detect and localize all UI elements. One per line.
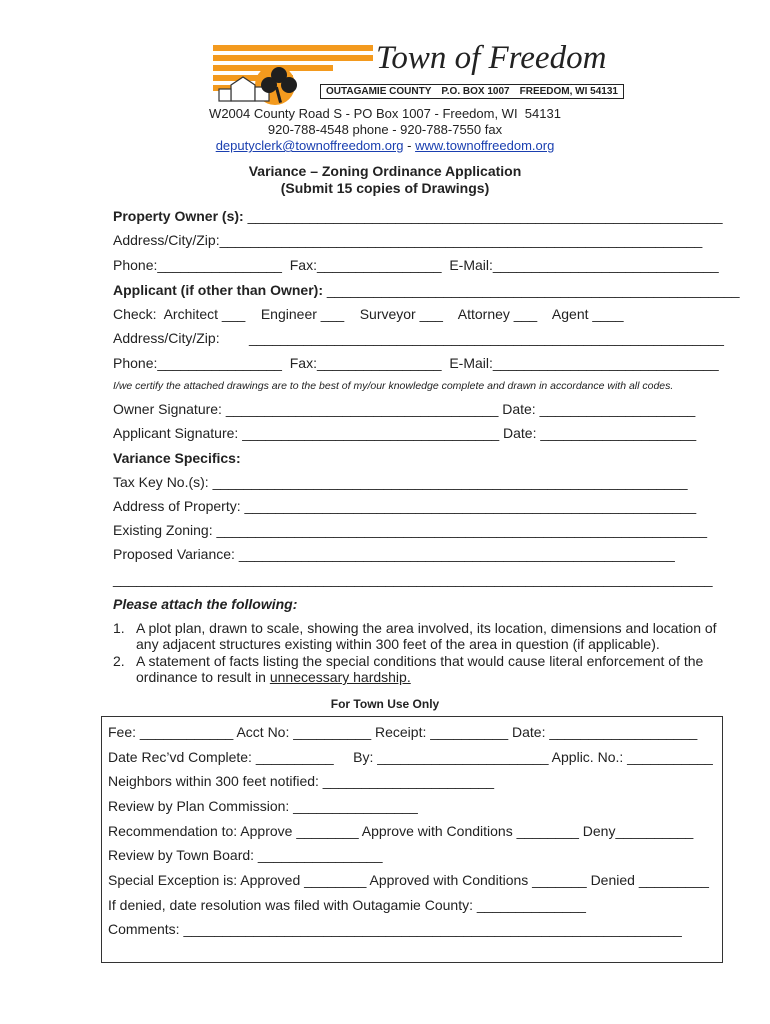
date-received-row[interactable]: Date Rec’vd Complete: __________ By: ______________________ Applic. No.: ___________: [108, 749, 713, 765]
contact-address: W2004 County Road S - PO Box 1007 - Freedom, WI 54131: [209, 106, 561, 121]
website-link[interactable]: www.townoffreedom.org: [415, 138, 555, 153]
email-link[interactable]: deputyclerk@townoffreedom.org: [215, 138, 404, 153]
owner-contact-fields[interactable]: Phone:________________ Fax:________________ E-Mail:_____________________________: [113, 257, 719, 273]
form-subtitle: (Submit 15 copies of Drawings): [280, 180, 490, 196]
fee-row[interactable]: Fee: ____________ Acct No: __________ Receipt: __________ Date: ___________________: [108, 724, 698, 740]
form-title: Variance – Zoning Ordinance Application: [248, 163, 522, 179]
unnecessary-hardship-text: unnecessary hardship.: [269, 669, 411, 685]
applicant-check-options[interactable]: Check: Architect ___ Engineer ___ Surveyor ___ Attorney ___ Agent ____: [113, 306, 624, 322]
applicant-label: Applicant (if other than Owner):: [113, 282, 327, 298]
certification-statement: I/we certify the attached drawings are to the best of my/our knowledge complete and drawn in accordance with all codes.: [113, 380, 674, 392]
town-use-heading: For Town Use Only: [330, 697, 440, 711]
attach-item-1-line2: any adjacent structures existing within 300 feet of the area in question (if applicable).: [136, 636, 660, 652]
denied-resolution-row[interactable]: If denied, date resolution was filed with Outagamie County: ______________: [108, 897, 586, 913]
attach-item-2-num: 2.: [113, 653, 125, 669]
logo-box: P.O. BOX 1007: [441, 86, 510, 97]
property-owner-row: [113, 208, 723, 224]
attach-item-1-num: 1.: [113, 620, 125, 636]
contact-links: [0, 138, 770, 153]
town-board-row[interactable]: Review by Town Board: ________________: [108, 847, 383, 863]
applicant-signature-field[interactable]: Applicant Signature: _________________________________ Date: ____________________: [113, 425, 697, 441]
applicant-field[interactable]: _____________________________________________________: [326, 282, 740, 298]
owner-address-field[interactable]: Address/City/Zip:______________________________________________________________: [113, 232, 703, 248]
applicant-row: [113, 282, 740, 298]
logo-city: FREEDOM, WI 54131: [519, 86, 618, 97]
proposed-variance-field[interactable]: Proposed Variance: ________________________________________________________: [113, 546, 675, 562]
applicant-contact-fields[interactable]: Phone:________________ Fax:________________ E-Mail:_____________________________: [113, 355, 719, 371]
variance-specifics-heading: Variance Specifics:: [113, 450, 241, 466]
applicant-address-label: Address/City/Zip:: [113, 330, 220, 346]
attach-item-2-line1: A statement of facts listing the special conditions that would cause literal enforcement of the: [136, 653, 704, 669]
attach-item-1-line1: A plot plan, drawn to scale, showing the area involved, its location, dimensions and location of: [136, 620, 717, 636]
contact-phones: 920-788-4548 phone - 920-788-7550 fax: [267, 122, 503, 137]
plan-commission-row[interactable]: Review by Plan Commission: ________________: [108, 798, 418, 814]
attach-heading: Please attach the following:: [113, 596, 298, 612]
special-exception-row[interactable]: Special Exception is: Approved ________ Approved with Conditions _______ Denied _________: [108, 872, 709, 888]
attach-item-2-line2-prefix: ordinance to result in: [136, 669, 270, 685]
recommendation-row[interactable]: Recommendation to: Approve ________ Approve with Conditions ________ Deny__________: [108, 823, 694, 839]
owner-signature-field[interactable]: Owner Signature: ___________________________________ Date: ____________________: [113, 401, 696, 417]
proposed-variance-extra-line[interactable]: _____________________________________________________________________________: [113, 571, 713, 587]
applicant-address-field[interactable]: _____________________________________________________________: [249, 330, 724, 346]
property-owner-label: Property Owner (s):: [113, 208, 248, 224]
tax-key-field[interactable]: Tax Key No.(s): _____________________________________________________________: [113, 474, 688, 490]
property-owner-field[interactable]: _____________________________________________________________: [247, 208, 723, 224]
contact-separator: -: [403, 138, 416, 153]
neighbors-notified-row[interactable]: Neighbors within 300 feet notified: ______________________: [108, 773, 495, 789]
property-address-field[interactable]: Address of Property: __________________________________________________________: [113, 498, 697, 514]
comments-row[interactable]: Comments: ________________________________________________________________: [108, 921, 682, 937]
logo-title: Town of Freedom: [376, 40, 607, 76]
attach-item-2-line2: [136, 669, 411, 685]
logo-county: OUTAGAMIE COUNTY: [326, 86, 432, 97]
logo-info-bar: [320, 84, 624, 99]
existing-zoning-field[interactable]: Existing Zoning: _______________________________________________________________: [113, 522, 708, 538]
